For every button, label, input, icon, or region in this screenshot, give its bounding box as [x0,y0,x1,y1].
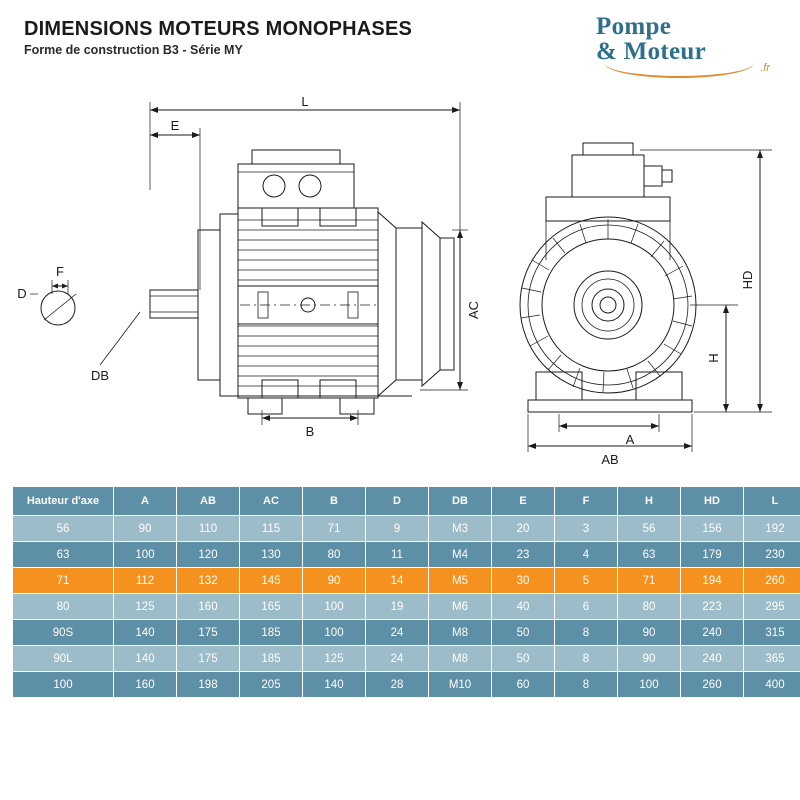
cell-ac: 145 [240,568,303,594]
cell-l: 192 [744,516,800,542]
cell-ab: 175 [177,620,240,646]
header [24,18,412,57]
cell-h: 63 [618,542,681,568]
cell-a: 140 [114,620,177,646]
col-b: B [303,487,366,516]
cell-db: M8 [429,646,492,672]
cell-ab: 110 [177,516,240,542]
cell-b: 125 [303,646,366,672]
table-body [13,516,800,698]
cell-hauteur: 100 [13,672,114,698]
col-ab: AB [177,487,240,516]
technical-drawing [0,80,800,475]
cell-h: 90 [618,620,681,646]
cell-e: 40 [492,594,555,620]
cell-d: 28 [366,672,429,698]
cell-db: M10 [429,672,492,698]
table-row[interactable] [13,594,800,620]
page-title: DIMENSIONS MOTEURS MONOPHASES [24,18,413,40]
cell-e: 23 [492,542,555,568]
table-row-highlighted[interactable] [13,568,800,594]
label-D: D [17,286,27,301]
label-DB: DB [90,368,110,383]
cell-ac: 130 [240,542,303,568]
cell-a: 125 [114,594,177,620]
cell-db: M5 [429,568,492,594]
cell-b: 71 [303,516,366,542]
col-f: F [555,487,618,516]
label-E: E [170,118,180,133]
cell-a: 160 [114,672,177,698]
cell-ab: 175 [177,646,240,672]
cell-db: M6 [429,594,492,620]
cell-hd: 240 [681,646,744,672]
cell-ab: 160 [177,594,240,620]
col-e: E [492,487,555,516]
cell-d: 19 [366,594,429,620]
logo-suffix: .fr [760,62,770,74]
cell-db: M8 [429,620,492,646]
col-hd: HD [681,487,744,516]
cell-ac: 205 [240,672,303,698]
cell-ac: 185 [240,620,303,646]
label-A: A [625,432,635,447]
cell-b: 100 [303,594,366,620]
label-H: H [706,353,721,363]
table-row[interactable] [13,516,800,542]
cell-f: 4 [555,542,618,568]
cell-l: 230 [744,542,800,568]
motor-drawing-svg [0,80,800,475]
table-row[interactable] [13,672,800,698]
cell-f: 6 [555,594,618,620]
cell-l: 260 [744,568,800,594]
col-a: A [114,487,177,516]
cell-e: 60 [492,672,555,698]
cell-d: 11 [366,542,429,568]
cell-a: 100 [114,542,177,568]
cell-e: 20 [492,516,555,542]
page-subtitle: Forme de construction B3 - Série MY [24,43,243,57]
col-hauteur-daxe: Hauteur d'axe [13,487,114,516]
label-B: B [305,424,315,439]
cell-hd: 223 [681,594,744,620]
cell-e: 50 [492,646,555,672]
cell-d: 14 [366,568,429,594]
table-row[interactable] [13,542,800,568]
cell-f: 5 [555,568,618,594]
cell-ab: 132 [177,568,240,594]
cell-e: 50 [492,620,555,646]
cell-hauteur: 56 [13,516,114,542]
brand-logo[interactable] [596,14,776,80]
cell-hauteur: 71 [13,568,114,594]
cell-b: 90 [303,568,366,594]
cell-f: 8 [555,620,618,646]
label-F: F [56,264,64,279]
cell-l: 400 [744,672,800,698]
cell-hauteur: 90L [13,646,114,672]
cell-hd: 156 [681,516,744,542]
cell-ab: 120 [177,542,240,568]
table-header [13,487,800,516]
label-L: L [301,94,309,109]
cell-ab: 198 [177,672,240,698]
cell-h: 71 [618,568,681,594]
col-db: DB [429,487,492,516]
cell-e: 30 [492,568,555,594]
cell-l: 315 [744,620,800,646]
cell-hd: 179 [681,542,744,568]
col-ac: AC [240,487,303,516]
cell-l: 295 [744,594,800,620]
cell-ac: 165 [240,594,303,620]
cell-a: 140 [114,646,177,672]
cell-hd: 194 [681,568,744,594]
cell-d: 24 [366,620,429,646]
table-header-row [13,487,800,516]
col-d: D [366,487,429,516]
cell-f: 8 [555,672,618,698]
col-h: H [618,487,681,516]
table-row[interactable] [13,646,800,672]
cell-hauteur: 80 [13,594,114,620]
cell-h: 100 [618,672,681,698]
logo-line-1: Pompe [596,13,672,40]
cell-d: 9 [366,516,429,542]
cell-h: 56 [618,516,681,542]
dimensions-table [12,486,800,698]
cell-ac: 115 [240,516,303,542]
cell-a: 112 [114,568,177,594]
label-AB: AB [601,452,619,467]
cell-b: 100 [303,620,366,646]
cell-ac: 185 [240,646,303,672]
cell-hd: 260 [681,672,744,698]
cell-f: 3 [555,516,618,542]
cell-h: 80 [618,594,681,620]
table-row[interactable] [13,620,800,646]
cell-db: M4 [429,542,492,568]
cell-h: 90 [618,646,681,672]
cell-hd: 240 [681,620,744,646]
label-AC: AC [466,300,481,320]
logo-line-2: & Moteur [596,38,706,65]
logo-swoosh [604,60,754,78]
cell-f: 8 [555,646,618,672]
cell-hauteur: 63 [13,542,114,568]
label-HD: HD [740,270,755,290]
cell-b: 80 [303,542,366,568]
dimensions-table-wrap [12,486,788,698]
cell-b: 140 [303,672,366,698]
cell-hauteur: 90S [13,620,114,646]
cell-db: M3 [429,516,492,542]
cell-d: 24 [366,646,429,672]
cell-a: 90 [114,516,177,542]
cell-l: 365 [744,646,800,672]
col-l: L [744,487,800,516]
